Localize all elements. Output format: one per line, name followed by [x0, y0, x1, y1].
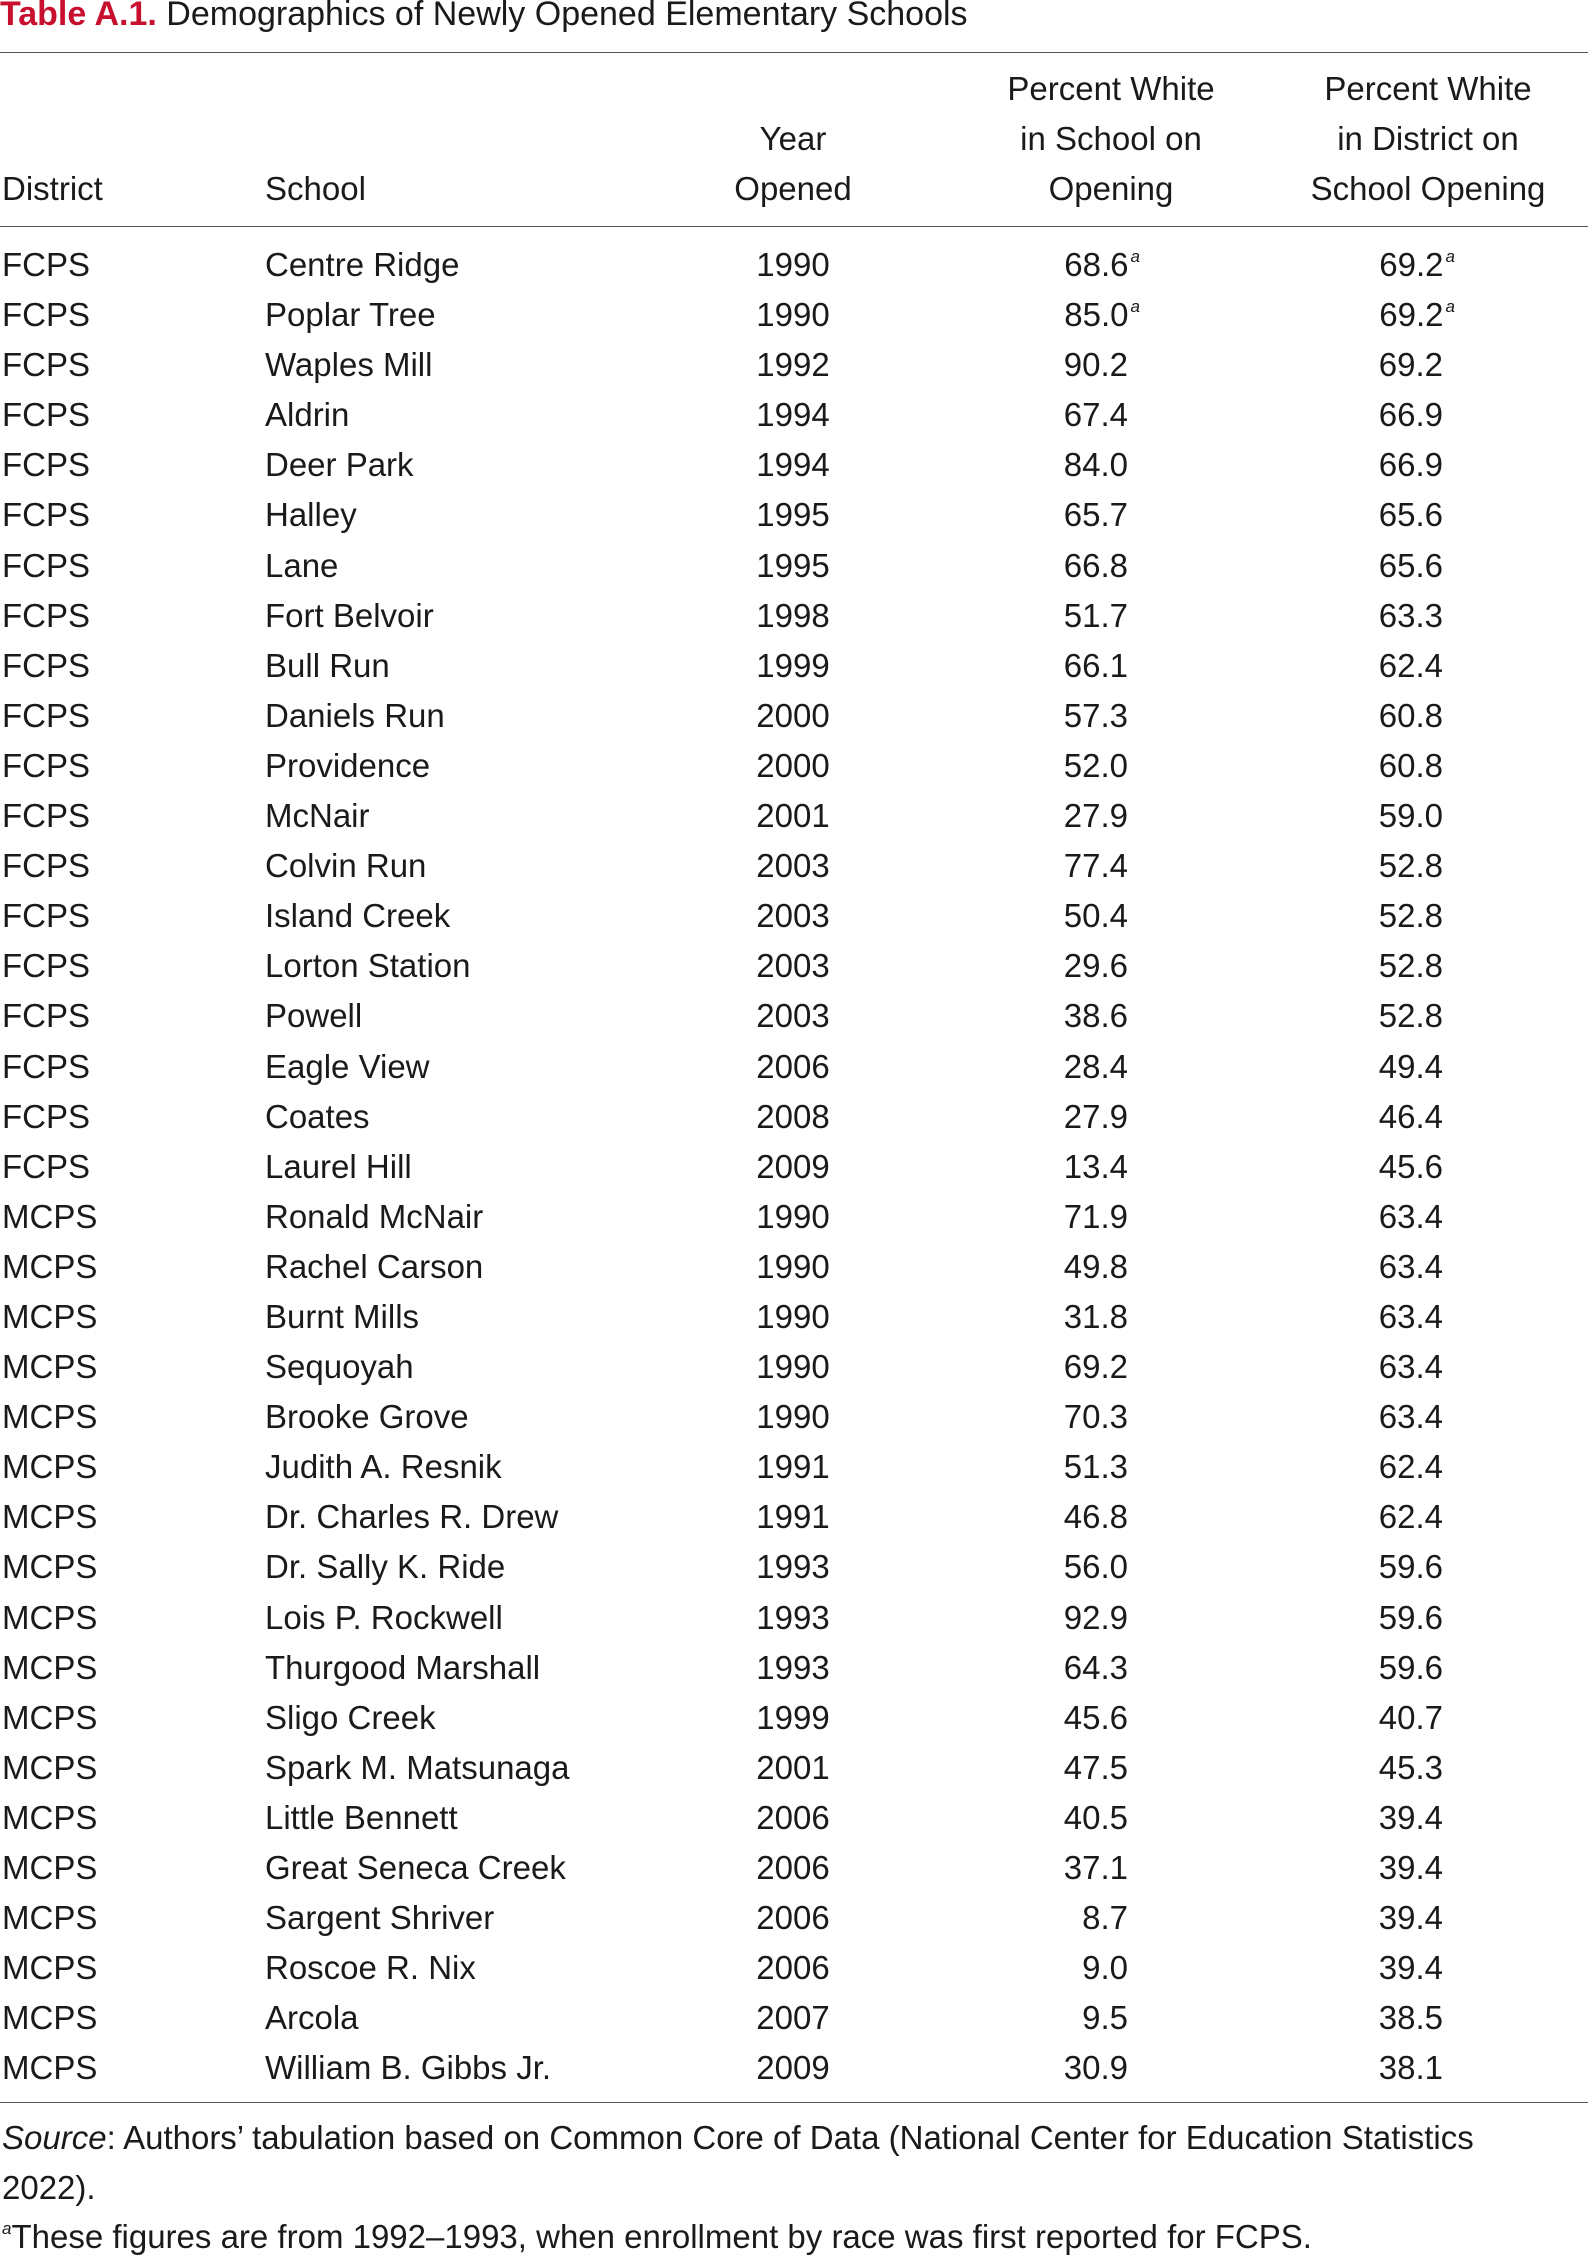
cell-school: Sligo Creek: [265, 1698, 436, 1736]
cell-school: Poplar Tree: [265, 296, 436, 334]
cell-percent-white-district: 59.0: [1378, 797, 1443, 835]
table-row: [0, 390, 1588, 440]
table-row: [0, 1943, 1588, 1993]
cell-year-opened: 2006: [756, 1849, 830, 1886]
table-row: [0, 2043, 1588, 2093]
table-row: [0, 240, 1588, 290]
cell-percent-white-district: 66.9: [1378, 396, 1443, 434]
cell-school: Bull Run: [265, 646, 390, 684]
footnote-marker: a: [1445, 247, 1455, 266]
cell-school: Sargent Shriver: [265, 1899, 495, 1937]
cell-school: Lorton Station: [265, 947, 471, 985]
cell-percent-white-school: 8.7: [1082, 1899, 1128, 1937]
cell-percent-white-school: 69.2: [1063, 1348, 1128, 1386]
footnote-marker: a: [1445, 297, 1455, 317]
cell-year-opened: 1995: [756, 546, 830, 584]
cell-percent-white-school: 56.0: [1063, 1548, 1128, 1586]
cell-district: MCPS: [2, 1648, 98, 1686]
cell-district: MCPS: [2, 1698, 98, 1736]
cell-percent-white-district: 63.3: [1378, 596, 1443, 634]
cell-district: FCPS: [2, 1147, 91, 1185]
cell-year-opened: 2006: [756, 1949, 830, 1987]
table-row: [0, 440, 1588, 490]
cell-school: Coates: [265, 1097, 370, 1135]
cell-district: MCPS: [2, 1448, 98, 1486]
table-row: [0, 941, 1588, 991]
cell-percent-white-district: 59.6: [1378, 1598, 1443, 1636]
cell-percent-white-district: 39.4: [1378, 1949, 1443, 1987]
cell-percent-white-district: 52.8: [1378, 897, 1443, 935]
table-header: [0, 64, 1588, 214]
cell-year-opened: 1990: [756, 246, 830, 283]
cell-district: FCPS: [2, 396, 91, 434]
cell-district: MCPS: [2, 1598, 98, 1636]
cell-district: FCPS: [2, 496, 91, 534]
cell-year-opened: 1991: [756, 1448, 830, 1486]
cell-district: MCPS: [2, 1247, 98, 1285]
cell-percent-white-district: 38.5: [1378, 1999, 1443, 2037]
cell-district: FCPS: [2, 596, 91, 634]
cell-year-opened: 2006: [756, 1047, 830, 1085]
cell-school: Powell: [265, 997, 363, 1035]
cell-year-opened: 1990: [756, 1398, 830, 1436]
cell-district: FCPS: [2, 897, 91, 935]
cell-district: FCPS: [2, 546, 91, 584]
cell-percent-white-district: 63.4: [1378, 1297, 1443, 1335]
cell-year-opened: 1999: [756, 1698, 830, 1736]
cell-percent-white-school: 77.4: [1063, 847, 1128, 885]
header-percent-white-school: Percent White in School on Opening: [1007, 70, 1215, 207]
header-district: District: [2, 170, 103, 207]
cell-percent-white-district: 60.8: [1378, 696, 1443, 734]
cell-year-opened: 1993: [756, 1548, 830, 1586]
cell-percent-white-school: 52.0: [1063, 746, 1128, 784]
cell-percent-white-school: 46.8: [1063, 1498, 1128, 1536]
cell-percent-white-district: 49.4: [1378, 1047, 1443, 1085]
table-row: [0, 641, 1588, 691]
cell-school: Dr. Charles R. Drew: [265, 1498, 559, 1536]
header-rule: [0, 226, 1588, 227]
cell-percent-white-district: 52.8: [1378, 847, 1443, 885]
footnote-text: These figures are from 1992–1993, when enrollment by race was first reported for FCPS.: [11, 2218, 1312, 2255]
cell-percent-white-school: 28.4: [1063, 1047, 1128, 1085]
bottom-rule: [0, 2102, 1588, 2103]
cell-year-opened: 1990: [756, 1348, 830, 1386]
cell-percent-white-school: 27.9: [1063, 797, 1128, 835]
cell-percent-white-district: 65.6: [1378, 546, 1443, 584]
table-row: [0, 841, 1588, 891]
footnote-marker: a: [1130, 247, 1140, 266]
cell-district: FCPS: [2, 1047, 91, 1085]
cell-district: MCPS: [2, 1197, 98, 1235]
cell-district: FCPS: [2, 246, 91, 283]
cell-percent-white-school: 71.9: [1063, 1197, 1128, 1235]
table-row: [0, 891, 1588, 941]
cell-percent-white-school: 51.3: [1063, 1448, 1128, 1486]
cell-district: FCPS: [2, 797, 91, 835]
cell-school: Little Bennett: [265, 1798, 458, 1836]
cell-percent-white-school: 92.9: [1063, 1598, 1128, 1636]
cell-year-opened: 1990: [756, 1197, 830, 1235]
table-row: [0, 1693, 1588, 1743]
cell-school: Centre Ridge: [265, 246, 460, 283]
cell-percent-white-district: 59.6: [1378, 1548, 1443, 1586]
table-row: [0, 1542, 1588, 1592]
table-row: [0, 1843, 1588, 1893]
cell-year-opened: 2000: [756, 696, 830, 734]
cell-school: Lois P. Rockwell: [265, 1598, 503, 1636]
cell-school: Colvin Run: [265, 847, 427, 885]
cell-district: MCPS: [2, 1498, 98, 1536]
cell-school: Thurgood Marshall: [265, 1648, 541, 1686]
cell-year-opened: 2003: [756, 847, 830, 885]
cell-year-opened: 2003: [756, 947, 830, 985]
header-school: School: [265, 170, 366, 207]
cell-school: Ronald McNair: [265, 1197, 484, 1235]
cell-year-opened: 1994: [756, 396, 830, 434]
cell-district: FCPS: [2, 646, 91, 684]
cell-percent-white-district: 52.8: [1378, 947, 1443, 985]
cell-year-opened: 1994: [756, 446, 830, 484]
cell-percent-white-school: 40.5: [1063, 1798, 1128, 1836]
cell-year-opened: 2009: [756, 2049, 830, 2087]
cell-percent-white-school: 45.6: [1063, 1698, 1128, 1736]
cell-school: Laurel Hill: [265, 1147, 412, 1185]
cell-school: William B. Gibbs Jr.: [265, 2049, 552, 2087]
cell-district: FCPS: [2, 847, 91, 885]
cell-district: MCPS: [2, 1798, 98, 1836]
source-text: : Authors’ tabulation based on Common Core of Data (National Center for Education Statistics 2022).: [2, 2119, 1474, 2206]
cell-year-opened: 2003: [756, 997, 830, 1035]
cell-percent-white-district: 63.4: [1378, 1348, 1443, 1386]
cell-percent-white-school: 9.5: [1082, 1999, 1128, 2037]
table-row: [0, 741, 1588, 791]
cell-percent-white-district: 62.4: [1378, 1498, 1443, 1536]
cell-year-opened: 1993: [756, 1648, 830, 1686]
cell-percent-white-school: 67.4: [1063, 396, 1128, 434]
cell-percent-white-district: 45.3: [1378, 1748, 1443, 1786]
cell-percent-white-district: 69.2: [1378, 346, 1443, 384]
cell-district: FCPS: [2, 746, 91, 784]
table-row: [0, 1392, 1588, 1442]
cell-percent-white-school: 84.0: [1063, 446, 1128, 484]
table-row: [0, 290, 1588, 340]
footnote: [2, 2215, 1582, 2259]
cell-percent-white-school: 47.5: [1063, 1748, 1128, 1786]
cell-percent-white-district: 63.4: [1378, 1398, 1443, 1436]
cell-year-opened: 1993: [756, 1598, 830, 1636]
cell-school: Dr. Sally K. Ride: [265, 1548, 506, 1586]
cell-year-opened: 1999: [756, 646, 830, 684]
cell-percent-white-school: 64.3: [1063, 1648, 1128, 1686]
cell-district: FCPS: [2, 1097, 91, 1135]
table-row: [0, 1292, 1588, 1342]
table-row: [0, 1092, 1588, 1142]
table-row: [0, 1893, 1588, 1943]
cell-year-opened: 1991: [756, 1498, 830, 1536]
cell-district: MCPS: [2, 2049, 98, 2087]
table-row: [0, 991, 1588, 1041]
cell-district: MCPS: [2, 1548, 98, 1586]
cell-percent-white-school: 70.3: [1063, 1398, 1128, 1436]
table-row: [0, 1743, 1588, 1793]
cell-district: FCPS: [2, 446, 91, 484]
cell-school: Fort Belvoir: [265, 596, 434, 634]
table-row: [0, 1342, 1588, 1392]
cell-percent-white-school: 31.8: [1063, 1297, 1128, 1335]
cell-percent-white-school: 49.8: [1063, 1247, 1128, 1285]
cell-percent-white-district: 63.4: [1378, 1197, 1443, 1235]
cell-percent-white-district: 69.2 $^a$: [1379, 296, 1455, 334]
cell-year-opened: 1992: [756, 346, 830, 384]
cell-year-opened: 1990: [756, 296, 830, 334]
cell-percent-white-district: 39.4: [1378, 1849, 1443, 1886]
cell-school: Halley: [265, 496, 357, 534]
cell-percent-white-district: 63.4: [1378, 1247, 1443, 1285]
table-row: [0, 1242, 1588, 1292]
cell-district: FCPS: [2, 346, 91, 384]
cell-district: FCPS: [2, 997, 91, 1035]
cell-year-opened: 2006: [756, 1798, 830, 1836]
cell-percent-white-school: 29.6: [1063, 947, 1128, 985]
cell-school: Deer Park: [265, 446, 414, 484]
cell-percent-white-district: 66.9: [1378, 446, 1443, 484]
cell-school: Judith A. Resnik: [265, 1448, 502, 1486]
table-title-label: Table A.1.: [0, 0, 157, 33]
cell-percent-white-school: 68.6 $^a$: [1064, 246, 1140, 283]
table-title: [0, 0, 968, 34]
top-rule: [0, 52, 1588, 53]
cell-percent-white-school: 9.0: [1082, 1949, 1128, 1987]
cell-district: FCPS: [2, 296, 91, 334]
cell-percent-white-district: 39.4: [1378, 1798, 1443, 1836]
cell-school: Island Creek: [265, 897, 451, 935]
table-row: [0, 691, 1588, 741]
table-row: [0, 541, 1588, 591]
cell-percent-white-district: 46.4: [1378, 1097, 1443, 1135]
cell-year-opened: 2003: [756, 897, 830, 935]
cell-percent-white-school: 50.4: [1063, 897, 1128, 935]
table-row: [0, 1042, 1588, 1092]
cell-percent-white-school: 37.1: [1063, 1849, 1128, 1886]
cell-district: MCPS: [2, 1899, 98, 1937]
table-row: [0, 1142, 1588, 1192]
cell-year-opened: 2007: [756, 1999, 830, 2037]
cell-school: Eagle View: [265, 1047, 430, 1085]
header-year-opened: Year Opened: [734, 120, 852, 207]
cell-percent-white-district: 52.8: [1378, 997, 1443, 1035]
cell-percent-white-school: 38.6: [1063, 997, 1128, 1035]
header-percent-white-district: Percent White in District on School Opening: [1310, 70, 1546, 207]
cell-percent-white-district: 38.1: [1378, 2049, 1443, 2087]
table-row: [0, 490, 1588, 540]
cell-percent-white-school: 90.2: [1063, 346, 1128, 384]
cell-year-opened: 1998: [756, 596, 830, 634]
cell-year-opened: 1990: [756, 1297, 830, 1335]
table-row: [0, 1643, 1588, 1693]
table-row: [0, 340, 1588, 390]
cell-percent-white-school: 30.9: [1063, 2049, 1128, 2087]
cell-district: MCPS: [2, 1748, 98, 1786]
cell-district: MCPS: [2, 1398, 98, 1436]
cell-percent-white-school: 51.7: [1063, 596, 1128, 634]
cell-district: MCPS: [2, 1999, 98, 2037]
cell-year-opened: 2001: [756, 1748, 830, 1786]
cell-year-opened: 1995: [756, 496, 830, 534]
cell-percent-white-district: 69.2 $^a$: [1379, 246, 1455, 283]
cell-school: Daniels Run: [265, 696, 445, 734]
cell-school: Spark M. Matsunaga: [265, 1748, 570, 1786]
cell-district: MCPS: [2, 1297, 98, 1335]
cell-school: Providence: [265, 746, 431, 784]
cell-school: Sequoyah: [265, 1348, 414, 1386]
footnote-mark: a: [2, 2219, 12, 2238]
cell-district: MCPS: [2, 1849, 98, 1886]
cell-percent-white-school: 65.7: [1063, 496, 1128, 534]
table-row: [0, 1192, 1588, 1242]
cell-year-opened: 2006: [756, 1899, 830, 1937]
cell-percent-white-district: 39.4: [1378, 1899, 1443, 1937]
cell-percent-white-school: 13.4: [1063, 1147, 1128, 1185]
cell-school: Burnt Mills: [265, 1297, 420, 1335]
source-note: [2, 2113, 1562, 2213]
cell-percent-white-school: 27.9: [1063, 1097, 1128, 1135]
cell-year-opened: 1990: [756, 1247, 830, 1285]
cell-school: Arcola: [265, 1999, 359, 2037]
cell-percent-white-district: 62.4: [1378, 646, 1443, 684]
cell-percent-white-school: 66.1: [1063, 646, 1128, 684]
cell-percent-white-district: 40.7: [1378, 1698, 1443, 1736]
cell-school: Waples Mill: [265, 346, 433, 384]
table-row: [0, 1993, 1588, 2043]
cell-district: FCPS: [2, 696, 91, 734]
cell-school: Lane: [265, 546, 339, 584]
table-row: [0, 591, 1588, 641]
table-row: [0, 1492, 1588, 1542]
cell-percent-white-district: 60.8: [1378, 746, 1443, 784]
cell-year-opened: 2001: [756, 797, 830, 835]
cell-percent-white-district: 65.6: [1378, 496, 1443, 534]
cell-year-opened: 2000: [756, 746, 830, 784]
cell-percent-white-school: 85.0 $^a$: [1064, 296, 1140, 334]
table-row: [0, 791, 1588, 841]
footnote-marker: a: [1130, 297, 1140, 317]
table-row: [0, 1593, 1588, 1643]
cell-district: MCPS: [2, 1949, 98, 1987]
cell-percent-white-district: 45.6: [1378, 1147, 1443, 1185]
cell-percent-white-school: 66.8: [1063, 546, 1128, 584]
cell-district: MCPS: [2, 1348, 98, 1386]
cell-school: Brooke Grove: [265, 1398, 469, 1436]
cell-school: Roscoe R. Nix: [265, 1949, 476, 1987]
table-body: [0, 240, 1588, 2093]
cell-school: Rachel Carson: [265, 1247, 484, 1285]
cell-percent-white-school: 57.3: [1063, 696, 1128, 734]
cell-district: FCPS: [2, 947, 91, 985]
table-title-text: Demographics of Newly Opened Elementary Schools: [166, 0, 968, 33]
table-row: [0, 1442, 1588, 1492]
cell-year-opened: 2009: [756, 1147, 830, 1185]
cell-school: Great Seneca Creek: [265, 1849, 566, 1886]
cell-school: McNair: [265, 797, 370, 835]
table-row: [0, 1793, 1588, 1843]
cell-year-opened: 2008: [756, 1097, 830, 1135]
cell-percent-white-district: 62.4: [1378, 1448, 1443, 1486]
source-label: Source: [2, 2119, 107, 2156]
cell-school: Aldrin: [265, 396, 350, 434]
cell-percent-white-district: 59.6: [1378, 1648, 1443, 1686]
